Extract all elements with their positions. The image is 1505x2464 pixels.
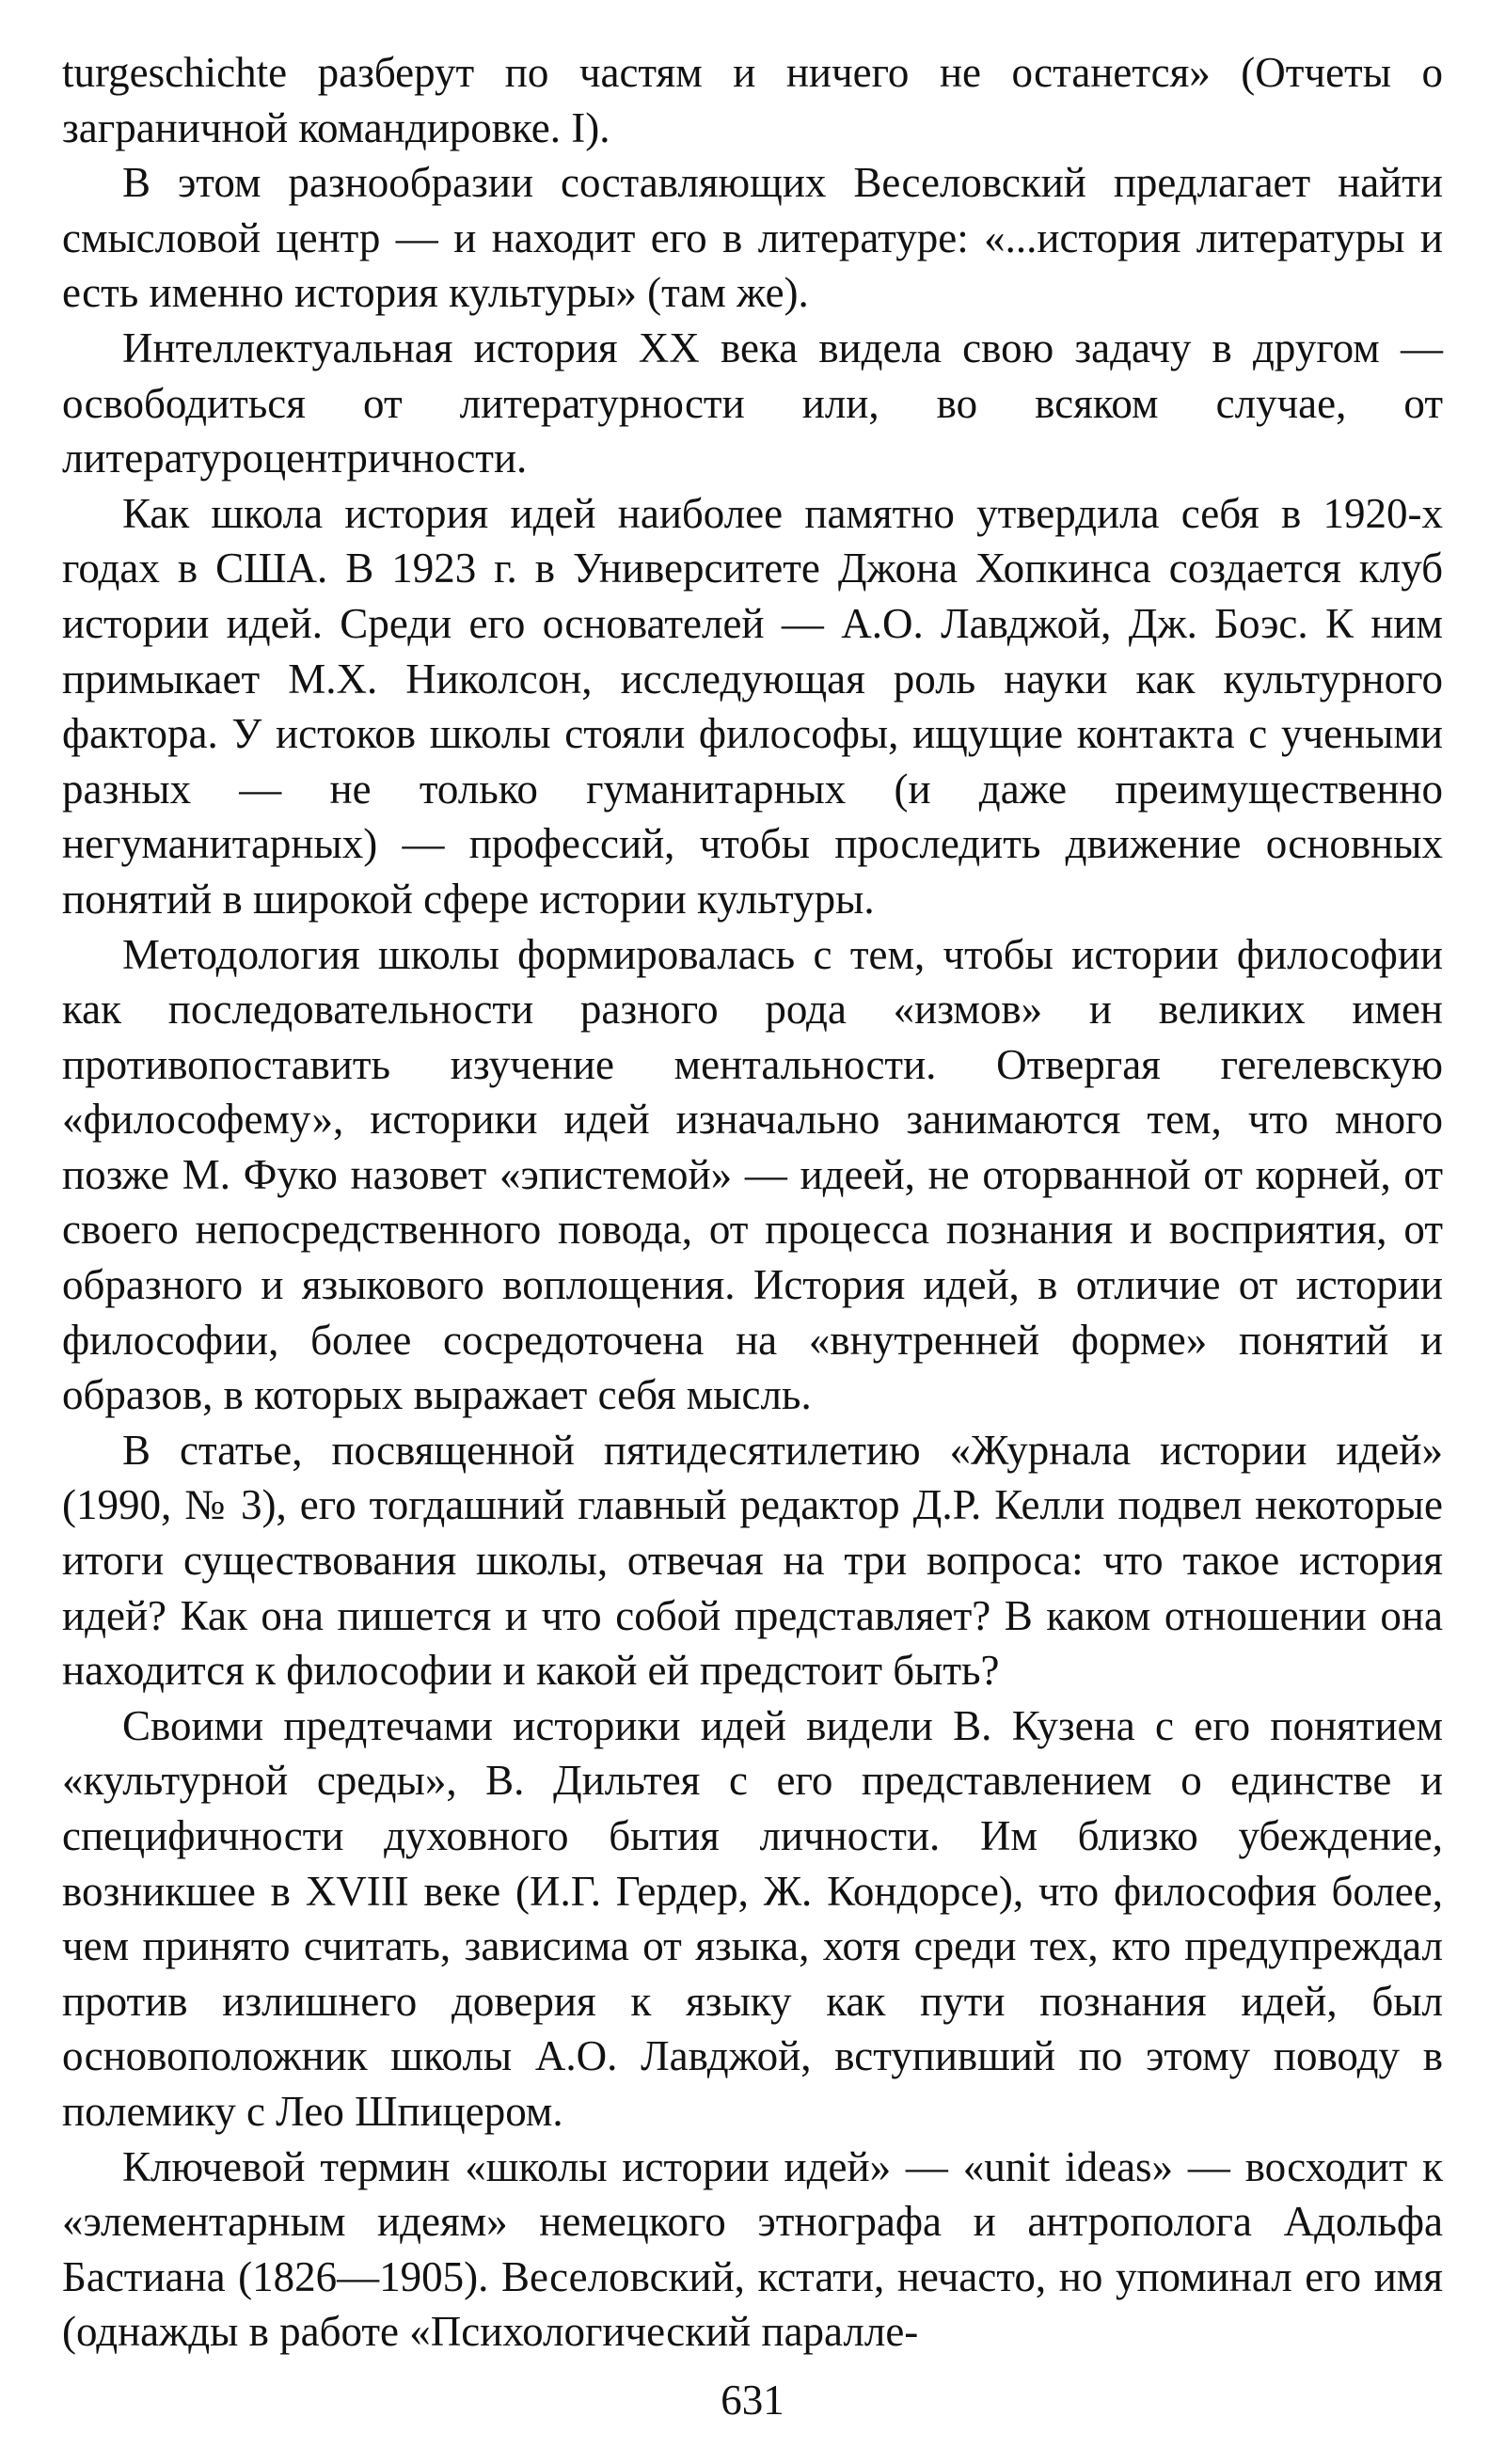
paragraph-5: Методология школы формировалась с тем, чтобы истории философии как последовательности разного рода «измов» и великих имен противопоставить изучение ментальности. Отвергая гегелевскую «философему», историки идей изначально занимаются тем, что много позже М. Фуко назовет «эпистемой» — идеей, не оторванной от корней, от своего непосредственного повода, от процесса познания и восприятия, от образного и языкового воплощения. История идей, в отличие от истории философии, более сосредоточена на «внутренней форме» понятий и образов, в которых выражает себя мысль. xyxy=(62,930,1443,1419)
paragraph-7: Своими предтечами историки идей видели В. Кузена с его понятием «культурной среды», В. Дильтея с его представлением о единстве и специфичности духовного бытия личности. Им близко убеждение, возникшее в XVIII веке (И.Г. Гердер, Ж. Кондорсе), что философия более, чем принято считать, зависима от языка, хотя среди тех, кто предупреждал против излишнего доверия к языку как пути познания идей, был основоположник школы А.О. Лавджой, вступивший по этому поводу в полемику с Лео Шпицером. xyxy=(62,1701,1443,2135)
paragraph-6: В статье, посвященной пятидесятилетию «Журнала истории идей» (1990, № 3), его тогдашний главный редактор Д.Р. Келли подвел некоторые итоги существования школы, отвечая на три вопроса: что такое история идей? Как она пишется и что собой представляет? В каком отношении она находится к философии и какой ей предстоит быть? xyxy=(62,1426,1443,1695)
paragraph-3: Интеллектуальная история XX века видела свою задачу в другом — освободиться от литературности или, во всяком случае, от литературоцентричности. xyxy=(62,324,1443,482)
paragraph-8: Ключевой термин «школы истории идей» — «unit ideas» — восходит к «элементарным идеям» немецкого этнографа и антрополога Адольфа Бастиана (1826—1905). Веселовский, кстати, нечасто, но упоминал его имя (однажды в работе «Психологический паралле- xyxy=(62,2142,1443,2356)
paragraph-4: Как школа история идей наиболее памятно утвердила себя в 1920-х годах в США. В 1923 г. в Университете Джона Хопкинса создается клуб истории идей. Среди его основателей — А.О. Лавджой, Дж. Боэс. К ним примыкает М.Х. Николсон, исследующая роль науки как культурного фактора. У истоков школы стояли философы, ищущие контакта с учеными разных — не только гуманитарных (и даже преимущественно негуманитарных) — профессий, чтобы проследить движение основных понятий в широкой сфере истории культуры. xyxy=(62,489,1443,923)
page-body xyxy=(62,45,1443,2360)
page-number: 631 xyxy=(721,2377,784,2424)
paragraph-1: turgeschichte разберут по частям и ничего не останется» (Отчеты о заграничной командировке. I). xyxy=(62,49,1443,151)
paragraph-2: В этом разнообразии составляющих Веселовский предлагает найти смысловой центр — и находит его в литературе: «...история литературы и есть именно история культуры» (там же). xyxy=(62,159,1443,317)
